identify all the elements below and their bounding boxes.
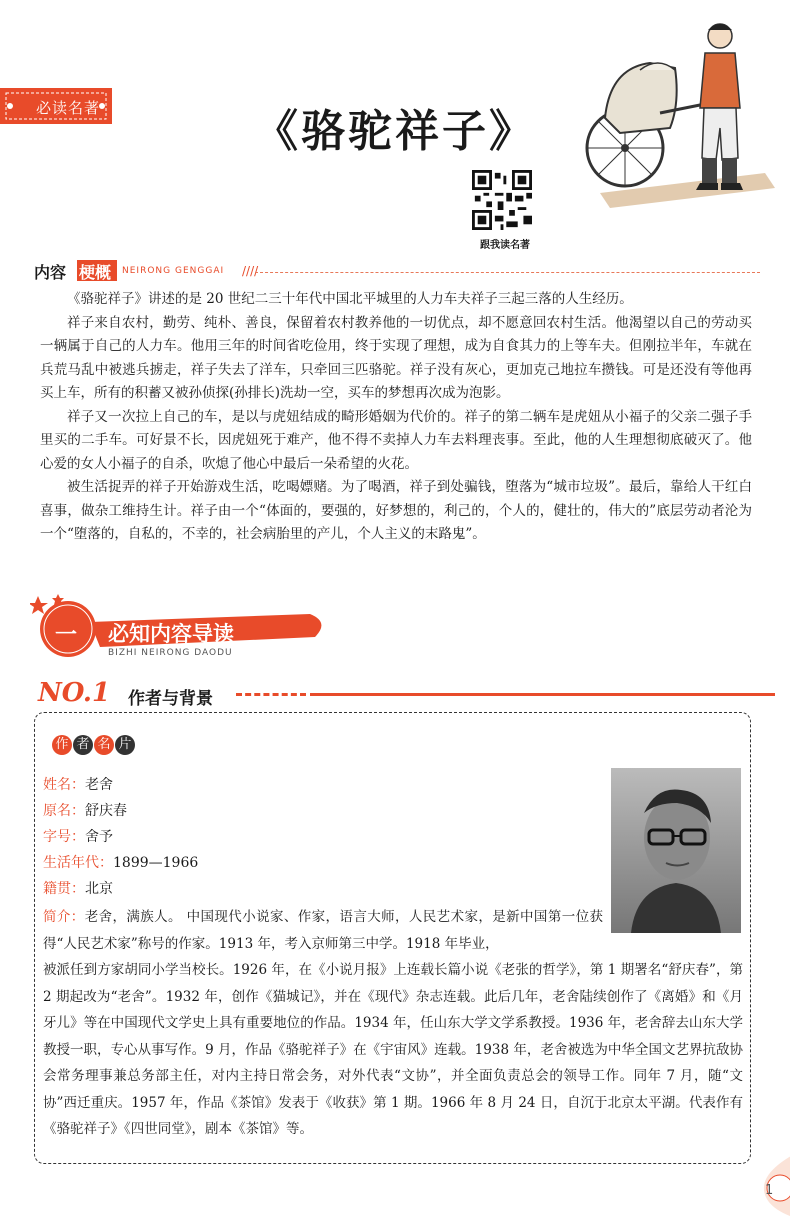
author-intro	[43, 904, 743, 1143]
section-title-english: BIZHI NEIRONG DAODU	[108, 648, 233, 658]
summary-heading: 内容	[34, 263, 67, 282]
summary-text	[40, 288, 752, 547]
summary-paragraph: 《骆驼祥子》讲述的是 20 世纪二三十年代中国北平城里的人力车夫祥子三起三落的人生经历。	[67, 291, 633, 307]
field-key: 籍贯：	[43, 881, 85, 897]
author-courtesy-name-row	[43, 826, 113, 846]
summary-paragraph: 祥子又一次拉上自己的车，是以与虎妞结成的畸形婚姻为代价的。祥子的第二辆车是虎妞从小福子的父亲二强子手里买的二手车。可好景不长，因虎妞死于难产，他不得不卖掉人力车去料理丧事。至此，他的人生理想彻底破灭了。他心爱的女人小福子的自杀，吹熄了他心中最后一朵希望的火花。	[40, 408, 752, 472]
intro-text-rest: 被派任到方家胡同小学当校长。1926 年，在《小说月报》上连载长篇小说《老张的哲学》，第 1 期署名“舒庆春”，第 2 期起改为“老舍”。1932 年，创作《猫城记》，并在《现代》杂志连载。此后几年，老舍陆续创作了《离婚》和《月牙儿》等在中国现代文学史上具有重要地位的作品。1934 年，任山东大学文学系教授。1936 年，老舍辞去山东大学教授一职，专心从事写作。9 月，作品《骆驼祥子》在《宇宙风》连载。1938 年，老舍被选为中华全国文艺界抗敌协会常务理事兼总务部主任，对内主持日常会务，对外代表“文协”，并全面负责总会的领导工作。同年 7 月，随“文协”西迁重庆。1957 年，作品《茶馆》发表于《收获》第 1 期。1966 年 8 月 24 日，自沉于北京太平湖。代表作有《骆驼祥子》《四世同堂》，剧本《茶馆》等。	[43, 962, 743, 1137]
page-number: 1	[765, 1183, 774, 1198]
author-hometown-row	[43, 878, 113, 898]
label-char: 名	[94, 735, 114, 755]
intro-text-start: 老舍，满族人。 中国现代小说家、作家，语言大师，人民艺术家，是新中国第一位获得“人民艺术家”称号的作家。1913 年，考入京师第三中学。1918 年毕业，	[43, 909, 604, 952]
author-name-row	[43, 774, 113, 794]
badge-label: 必读名著	[36, 99, 101, 117]
author-original-name-row	[43, 800, 127, 820]
summary-paragraph: 被生活捉弄的祥子开始游戏生活，吃喝嫖赌。为了喝酒，祥子到处骗钱，堕落为“城市垃圾”。最后，靠给人干红白喜事，做杂工维持生计。祥子由一个“体面的，要强的，好梦想的，利己的，个人的，健壮的，伟大的”底层劳动者沦为一个“堕落的，自私的，不幸的，社会病胎里的产儿，个人主义的末路鬼”。	[40, 479, 752, 542]
rickshaw-puller-illustration	[580, 8, 775, 218]
author-years-row	[43, 852, 198, 872]
page-title: 《骆驼祥子》	[254, 106, 536, 157]
section-title: 必知内容导读	[108, 622, 234, 646]
qr-code[interactable]	[472, 170, 532, 230]
subsection-rule	[310, 693, 775, 696]
field-value: 舒庆春	[85, 803, 127, 819]
qr-caption: 跟我读名著	[480, 240, 530, 251]
field-key: 生活年代：	[43, 855, 113, 871]
label-char: 片	[115, 735, 135, 755]
heading-divider	[255, 272, 760, 273]
subsection-title: 作者与背景	[128, 689, 213, 709]
field-value: 舍予	[85, 829, 113, 845]
subsection-dash	[236, 693, 306, 699]
field-value: 1899—1966	[113, 855, 199, 871]
label-char: 者	[73, 735, 93, 755]
label-char: 作	[52, 735, 72, 755]
field-key: 字号：	[43, 829, 85, 845]
field-key: 姓名：	[43, 777, 85, 793]
summary-paragraph: 祥子来自农村，勤劳、纯朴、善良，保留着农村教养他的一切优点，却不愿意回农村生活。他渴望以自己的劳动买一辆属于自己的人力车。他用三年的时间省吃俭用，终于实现了理想，成为自食其力的上等车夫。但刚拉半年，车就在兵荒马乱中被逃兵掳走，祥子失去了洋车，只牵回三匹骆驼。祥子没有灰心，更加克己地拉车攒钱。可是还没有等他再买上车，所有的积蓄又被孙侦探(孙排长)洗劫一空，买车的梦想再次成为泡影。	[40, 314, 752, 401]
heading-slash-decoration: ////	[242, 264, 259, 278]
field-value: 老舍	[85, 777, 113, 793]
section-number: 一	[55, 623, 78, 648]
subsection-number: NO.1	[38, 678, 111, 708]
field-key: 原名：	[43, 803, 85, 819]
summary-heading-highlight: 梗概	[79, 263, 112, 282]
field-value: 北京	[85, 881, 113, 897]
intro-first-lines	[43, 904, 603, 957]
author-card-label	[52, 733, 136, 755]
summary-heading-english: NEIRONG GENGGAI	[122, 266, 225, 276]
field-key: 简介：	[43, 909, 85, 925]
